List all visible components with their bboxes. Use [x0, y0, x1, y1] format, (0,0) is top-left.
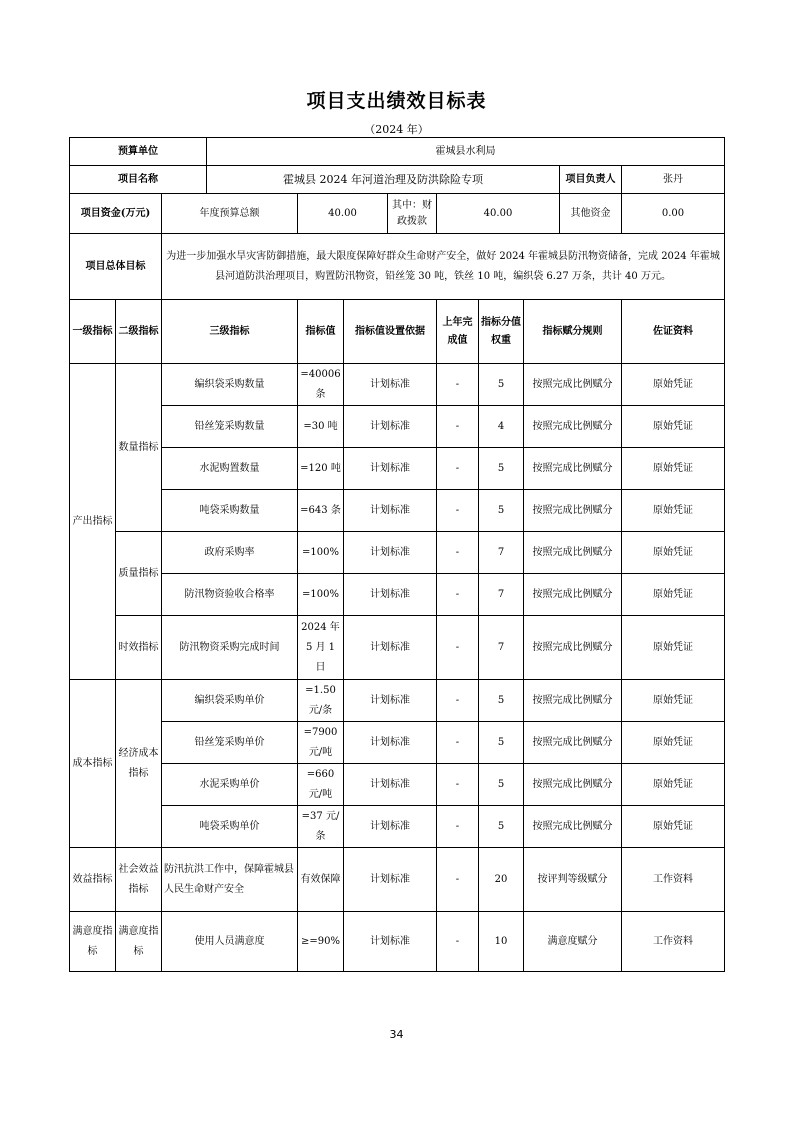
table-row: [70, 364, 725, 406]
indicator-weight: 5: [479, 764, 524, 806]
other-funds-value: 0.00: [622, 194, 725, 234]
indicator-name: 铅丝笼采购数量: [162, 406, 298, 448]
header-level3: 三级指标: [162, 300, 298, 364]
budget-unit-label: 预算单位: [70, 138, 207, 166]
leader-value: 张丹: [622, 166, 725, 194]
indicator-value: ≥=90%: [298, 912, 344, 972]
indicator-name: 防汛物资验收合格率: [162, 574, 298, 616]
indicator-name: 政府采购率: [162, 532, 298, 574]
indicator-name: 防汛抗洪工作中，保障霍城县人民生命财产安全: [162, 848, 298, 912]
indicator-evidence: 原始凭证: [622, 680, 725, 722]
indicator-name: 铅丝笼采购单价: [162, 722, 298, 764]
indicator-name: 水泥采购单价: [162, 764, 298, 806]
indicator-last-year: -: [437, 912, 479, 972]
indicator-value: 有效保障: [298, 848, 344, 912]
project-name-row: [70, 166, 725, 194]
indicator-value: =643 条: [298, 490, 344, 532]
table-row: [70, 574, 725, 616]
table-row: [70, 680, 725, 722]
table-row: [70, 448, 725, 490]
goal-text: 为进一步加强水旱灾害防御措施，最大限度保障好群众生命财产安全，做好 2024 年霍城县防汛物资储备，完成 2024 年霍城县河道防洪治理项目，购置防汛物资，铅丝笼 30 吨，铁丝 10 吨，编织袋 6.27 万条，共计 40 万元。: [162, 234, 725, 300]
budget-unit-row: [70, 138, 725, 166]
indicator-rule: 按照完成比例赋分: [524, 406, 622, 448]
indicator-weight: 7: [479, 532, 524, 574]
funds-row: [70, 194, 725, 234]
indicator-basis: 计划标准: [344, 680, 437, 722]
indicator-rule: 按照完成比例赋分: [524, 364, 622, 406]
fiscal-funds-value: 40.00: [437, 194, 560, 234]
indicator-evidence: 原始凭证: [622, 532, 725, 574]
report-year: （2024 年）: [364, 123, 429, 136]
indicator-last-year: -: [437, 574, 479, 616]
indicator-value: =100%: [298, 532, 344, 574]
group-satisfaction-sub: 满意度指标: [116, 912, 162, 972]
indicator-basis: 计划标准: [344, 722, 437, 764]
header-row: [70, 300, 725, 364]
indicator-rule: 按照完成比例赋分: [524, 806, 622, 848]
header-weight: 指标分值权重: [479, 300, 524, 364]
indicator-basis: 计划标准: [344, 764, 437, 806]
table-row: [70, 912, 725, 972]
indicator-weight: 7: [479, 616, 524, 680]
indicator-rule: 按评判等级赋分: [524, 848, 622, 912]
header-level2: 二级指标: [116, 300, 162, 364]
indicator-weight: 5: [479, 490, 524, 532]
header-value: 指标值: [298, 300, 344, 364]
total-budget-value: 40.00: [298, 194, 388, 234]
indicator-value: =30 吨: [298, 406, 344, 448]
indicator-name: 编织袋采购数量: [162, 364, 298, 406]
group-quantity: 数量指标: [116, 364, 162, 532]
other-funds-label: 其他资金: [560, 194, 622, 234]
indicator-rule: 按照完成比例赋分: [524, 448, 622, 490]
indicator-last-year: -: [437, 532, 479, 574]
table-row: [70, 406, 725, 448]
project-name-value: 霍城县 2024 年河道治理及防洪除险专项: [207, 166, 560, 194]
group-economic-cost: 经济成本指标: [116, 680, 162, 848]
indicator-last-year: -: [437, 616, 479, 680]
indicator-value: =100%: [298, 574, 344, 616]
fiscal-funds-label: 其中：财政拨款: [388, 194, 437, 234]
indicator-value: =37 元/条: [298, 806, 344, 848]
indicator-evidence: 工作资料: [622, 848, 725, 912]
indicator-weight: 20: [479, 848, 524, 912]
total-budget-label: 年度预算总额: [162, 194, 298, 234]
group-quality: 质量指标: [116, 532, 162, 616]
indicator-last-year: -: [437, 448, 479, 490]
indicator-rule: 满意度赋分: [524, 912, 622, 972]
header-rule: 指标赋分规则: [524, 300, 622, 364]
group-satisfaction: 满意度指标: [70, 912, 116, 972]
indicator-weight: 5: [479, 722, 524, 764]
indicator-value: =1.50 元/条: [298, 680, 344, 722]
budget-unit-value: 霍城县水利局: [207, 138, 725, 166]
indicator-basis: 计划标准: [344, 406, 437, 448]
indicator-rule: 按照完成比例赋分: [524, 532, 622, 574]
table-row: [70, 490, 725, 532]
indicator-last-year: -: [437, 848, 479, 912]
indicator-rule: 按照完成比例赋分: [524, 574, 622, 616]
indicator-basis: 计划标准: [344, 912, 437, 972]
indicator-value: =40006 条: [298, 364, 344, 406]
table-row: [70, 806, 725, 848]
table-row: [70, 532, 725, 574]
indicator-value: 2024 年 5 月 1 日: [298, 616, 344, 680]
indicator-basis: 计划标准: [344, 574, 437, 616]
header-level1: 一级指标: [70, 300, 116, 364]
indicator-evidence: 原始凭证: [622, 616, 725, 680]
indicator-last-year: -: [437, 680, 479, 722]
indicator-rule: 按照完成比例赋分: [524, 680, 622, 722]
indicator-name: 防汛物资采购完成时间: [162, 616, 298, 680]
goal-label: 项目总体目标: [70, 234, 162, 300]
indicator-last-year: -: [437, 764, 479, 806]
indicator-last-year: -: [437, 722, 479, 764]
group-output: 产出指标: [70, 364, 116, 680]
indicator-evidence: 原始凭证: [622, 406, 725, 448]
indicator-evidence: 原始凭证: [622, 490, 725, 532]
indicator-weight: 5: [479, 680, 524, 722]
indicator-basis: 计划标准: [344, 532, 437, 574]
table-row: [70, 616, 725, 680]
group-benefit: 效益指标: [70, 848, 116, 912]
indicator-value: =120 吨: [298, 448, 344, 490]
header-evidence: 佐证资料: [622, 300, 725, 364]
indicator-weight: 5: [479, 364, 524, 406]
indicator-value: =660 元/吨: [298, 764, 344, 806]
indicator-rule: 按照完成比例赋分: [524, 764, 622, 806]
indicator-weight: 4: [479, 406, 524, 448]
indicator-name: 吨袋采购数量: [162, 490, 298, 532]
indicator-last-year: -: [437, 490, 479, 532]
indicator-value: =7900 元/吨: [298, 722, 344, 764]
indicator-basis: 计划标准: [344, 490, 437, 532]
leader-label: 项目负责人: [560, 166, 622, 194]
indicator-evidence: 原始凭证: [622, 722, 725, 764]
performance-table: [69, 137, 725, 972]
indicator-rule: 按照完成比例赋分: [524, 722, 622, 764]
indicator-evidence: 原始凭证: [622, 364, 725, 406]
table-row: [70, 722, 725, 764]
indicator-basis: 计划标准: [344, 848, 437, 912]
header-basis: 指标值设置依据: [344, 300, 437, 364]
indicator-evidence: 原始凭证: [622, 806, 725, 848]
indicator-name: 水泥购置数量: [162, 448, 298, 490]
indicator-basis: 计划标准: [344, 448, 437, 490]
group-social-benefit: 社会效益指标: [116, 848, 162, 912]
indicator-basis: 计划标准: [344, 616, 437, 680]
indicator-weight: 5: [479, 806, 524, 848]
table-row: [70, 764, 725, 806]
indicator-last-year: -: [437, 806, 479, 848]
indicator-evidence: 原始凭证: [622, 448, 725, 490]
group-cost: 成本指标: [70, 680, 116, 848]
indicator-last-year: -: [437, 364, 479, 406]
indicator-evidence: 原始凭证: [622, 574, 725, 616]
indicator-name: 吨袋采购单价: [162, 806, 298, 848]
table-row: [70, 848, 725, 912]
indicator-basis: 计划标准: [344, 364, 437, 406]
indicator-basis: 计划标准: [344, 806, 437, 848]
indicator-weight: 5: [479, 448, 524, 490]
goal-row: [70, 234, 725, 300]
page-title: 项目支出绩效目标表: [306, 90, 487, 112]
indicator-rule: 按照完成比例赋分: [524, 616, 622, 680]
indicator-weight: 10: [479, 912, 524, 972]
funds-label: 项目资金(万元): [70, 194, 162, 234]
indicator-rule: 按照完成比例赋分: [524, 490, 622, 532]
indicator-weight: 7: [479, 574, 524, 616]
group-timeliness: 时效指标: [116, 616, 162, 680]
indicator-evidence: 工作资料: [622, 912, 725, 972]
indicator-evidence: 原始凭证: [622, 764, 725, 806]
indicator-name: 编织袋采购单价: [162, 680, 298, 722]
page-number: 34: [389, 1028, 404, 1041]
indicator-name: 使用人员满意度: [162, 912, 298, 972]
project-name-label: 项目名称: [70, 166, 207, 194]
header-last-year: 上年完成值: [437, 300, 479, 364]
indicator-last-year: -: [437, 406, 479, 448]
